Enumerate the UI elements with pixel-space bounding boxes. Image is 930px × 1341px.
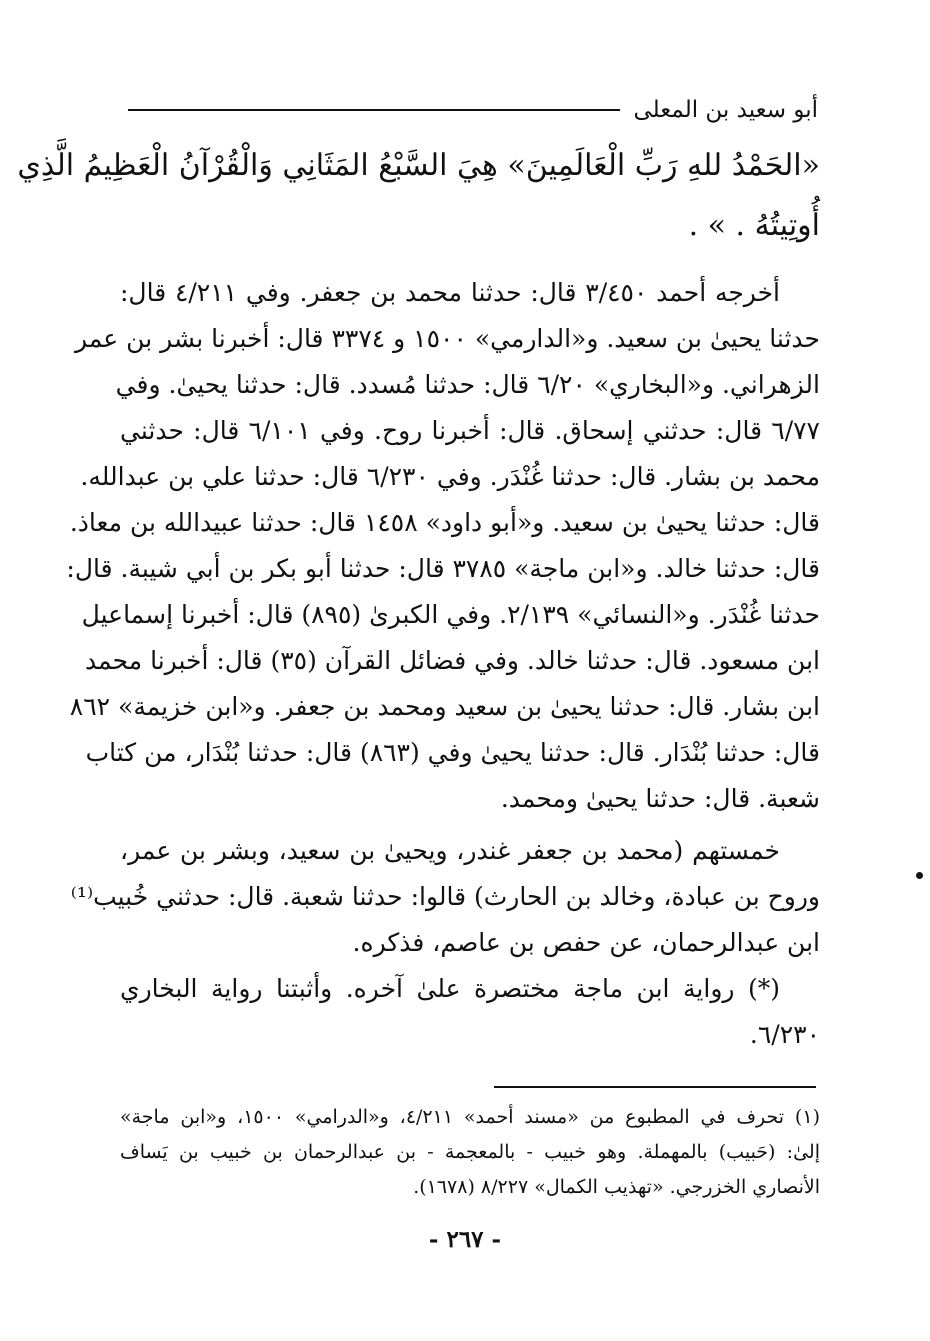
spacer (120, 256, 820, 270)
takhrij-line: حدثنا يحيىٰ بن سعيد. و«الدارمي» ١٥٠٠ و ٣٣٧٤ قال: أخبرنا بشر بن عمر (75, 324, 820, 353)
note-line: (*) رواية ابن ماجة مختصرة علىٰ آخره. وأثبتنا رواية البخاري (120, 974, 780, 1003)
quran-line: «الحَمْدُ للهِ رَبِّ الْعَالَمِينَ» هِيَ السَّبْعُ المَثَانِي وَالْقُرْآنُ الْعَظِيمُ الَّذِي (17, 148, 820, 183)
isnad-line: وروح بن عبادة، وخالد بن الحارث) قالوا: حدثنا شعبة. قال: حدثني خُبيب⁽¹⁾ (70, 882, 820, 911)
takhrij-line: شعبة. قال: حدثنا يحيىٰ ومحمد. (500, 784, 820, 813)
takhrij-line: الزهراني. و«البخاري» ٦/٢٠ قال: حدثنا مُسدد. قال: حدثنا يحيىٰ. وفي (115, 370, 820, 399)
takhrij-line: قال: حدثنا يحيىٰ بن سعيد. و«أبو داود» ١٤٥٨ قال: حدثنا عبيدالله بن معاذ. (69, 508, 820, 537)
footnote-rule (494, 1086, 816, 1088)
footnote-line: (١) تحرف في المطبوع من «مسند أحمد» ٤/٢١١، و«الدرامي» ١٥٠٠، و«ابن ماجة» (120, 1106, 820, 1128)
takhrij-line: أخرجه أحمد ٣/٤٥٠ قال: حدثنا محمد بن جعفر. وفي ٤/٢١١ قال: (120, 278, 780, 307)
takhrij-line: ٦/٧٧ قال: حدثني إسحاق. قال: أخبرنا روح. وفي ٦/١٠١ قال: حدثني (120, 416, 820, 445)
isnad-line: خمستهم (محمد بن جعفر غندر، ويحيىٰ بن سعيد، وبشر بن عمر، (120, 836, 780, 865)
quran-line: أُوتِيتُهُ . » . (688, 208, 820, 243)
takhrij-line: محمد بن بشار. قال: حدثنا غُنْدَر. وفي ٦/٢٣٠ قال: حدثنا علي بن عبدالله. (80, 462, 820, 491)
page-number: - ٢٦٧ - (428, 1226, 502, 1253)
takhrij-line: ابن مسعود. قال: حدثنا خالد. وفي فضائل القرآن (٣٥) قال: أخبرنا محمد (85, 646, 820, 675)
takhrij-line: ابن بشار. قال: حدثنا يحيىٰ بن سعيد ومحمد بن جعفر. و«ابن خزيمة» ٨٦٢ (69, 692, 820, 721)
footnotes (120, 1100, 820, 1205)
header-rule (128, 109, 620, 111)
margin-dot (916, 872, 923, 879)
header-title: أبو سعيد بن المعلى (633, 97, 818, 123)
footnote-line: إلىٰ: (حَبيب) بالمهملة. وهو خبيب - بالمعجمة - بن عبدالرحمان بن خبيب بن يَساف (120, 1141, 820, 1163)
footnote-line: الأنصاري الخزرجي. «تهذيب الكمال» ٨/٢٢٧ (١٦٧٨). (413, 1176, 820, 1198)
isnad-line: ابن عبدالرحمان، عن حفص بن عاصم، فذكره. (352, 928, 820, 957)
takhrij-line: حدثنا غُنْدَر. و«النسائي» ٢/١٣٩. وفي الكبرىٰ (٨٩٥) قال: أخبرنا إسماعيل (81, 600, 820, 629)
main-text (17, 136, 820, 1058)
takhrij-line: قال: حدثنا بُنْدَار. قال: حدثنا يحيىٰ وفي (٨٦٣) قال: حدثنا بُنْدَار، من كتاب (85, 738, 820, 767)
running-header (128, 90, 818, 130)
takhrij-line: قال: حدثنا خالد. و«ابن ماجة» ٣٧٨٥ قال: حدثنا أبو بكر بن أبي شيبة. قال: (66, 554, 820, 583)
note-line: ٦/٢٣٠. (749, 1020, 820, 1049)
